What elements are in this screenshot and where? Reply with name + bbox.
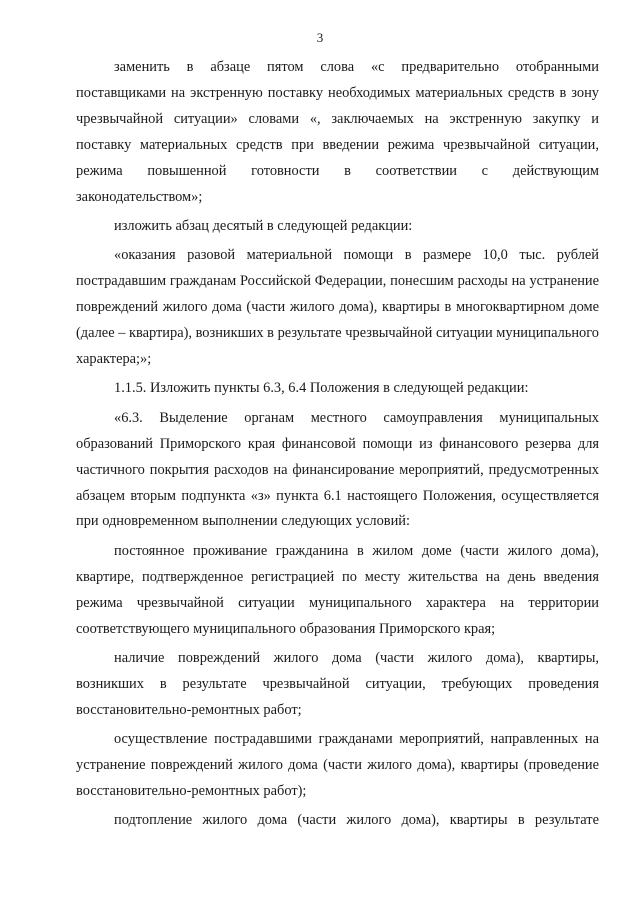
paragraph-condition-repairs: осуществление пострадавшими гражданами мероприятий, направленных на устранение повреждений жилого дома (части жилого дома), квартиры (проведение восстановительно-ремонтных работ); (76, 731, 599, 799)
paragraph-one-time-aid: «оказания разовой материальной помощи в размере 10,0 тыс. рублей пострадавшим гражданам Российской Федерации, понесшим расходы на устранение повреждений жилого дома (части жилого дома), квартиры в многоквартирном доме (далее – квартира), возникших в результате чрезвычайной ситуации муниципального характера;»; (76, 247, 599, 367)
paragraph-condition-flooding: подтопление жилого дома (части жилого дома), квартиры в результате (114, 812, 599, 829)
document-body (76, 55, 599, 838)
paragraph-replace-wording: заменить в абзаце пятом слова «с предварительно отобранными поставщиками на экстренную поставку необходимых материальных средств в зону чрезвычайной ситуации» словами «, заключаемых на экстренную закупку и поставку материальных средств при введении режима чрезвычайной ситуации, режима повышенной готовности в соответствии с действующим законодательством»; (76, 59, 599, 205)
paragraph-condition-residence: постоянное проживание гражданина в жилом доме (части жилого дома), квартире, подтвержденное регистрацией по месту жительства на день введения режима чрезвычайной ситуации муниципального характера на территории соответствующего муниципального образования Приморского края; (76, 542, 599, 637)
paragraph-clause-6-3: «6.3. Выделение органам местного самоуправления муниципальных образований Приморского края финансовой помощи из финансового резерва для частичного покрытия расходов на финансирование мероприятий, предусмотренных абзацем вторым подпункта «з» пункта 6.1 настоящего Положения, осуществляется при одновременном выполнении следующих условий: (76, 409, 599, 530)
page-number: 3 (316, 30, 324, 45)
paragraph-item-1-1-5: 1.1.5. Изложить пункты 6.3, 6.4 Положения в следующей редакции: (114, 380, 529, 397)
paragraph-condition-damage: наличие повреждений жилого дома (части жилого дома), квартиры, возникших в результате чрезвычайной ситуации, требующих проведения восстановительно-ремонтных работ; (76, 649, 599, 718)
paragraph-restate-tenth-para: изложить абзац десятый в следующей редакции: (114, 217, 413, 234)
